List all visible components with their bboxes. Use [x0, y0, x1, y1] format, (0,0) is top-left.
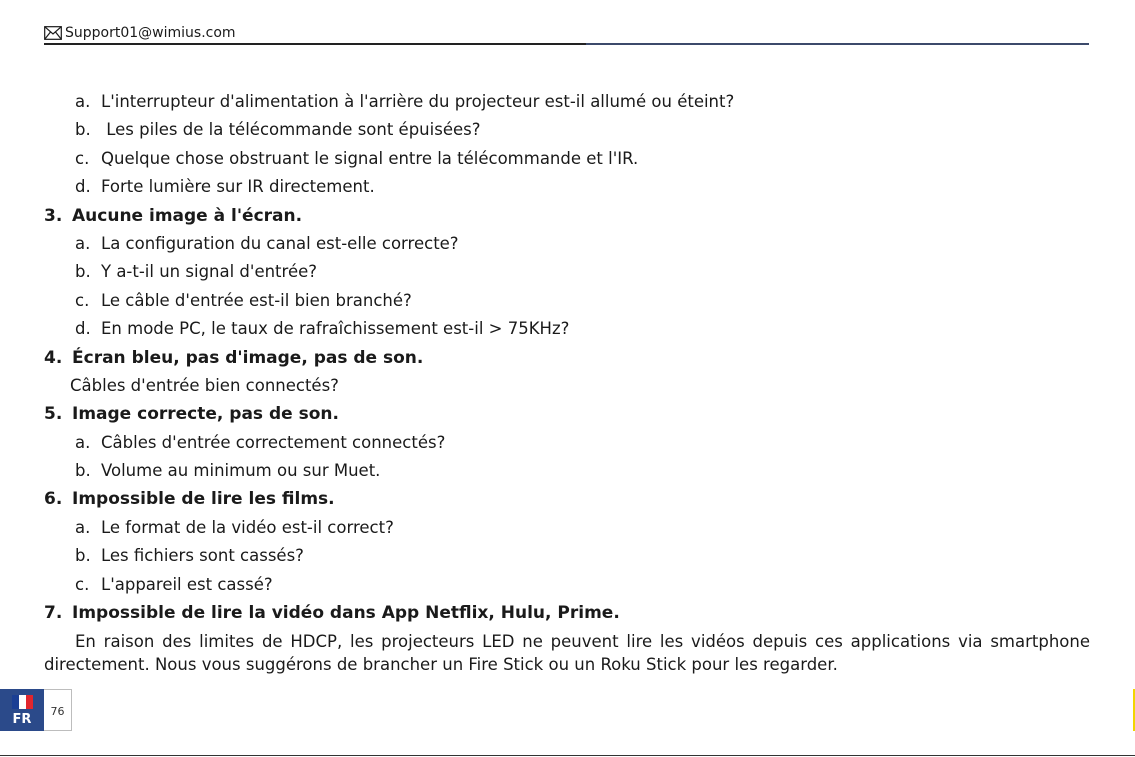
- section-number: 4.: [44, 347, 63, 368]
- section-heading: [44, 202, 1090, 230]
- section-title: Aucune image à l'écran.: [72, 205, 303, 226]
- item-label: d.: [75, 319, 91, 339]
- section-heading: [44, 485, 1090, 513]
- envelope-icon: [44, 26, 62, 40]
- item-label: b.: [75, 120, 91, 140]
- item-text: Le format de la vidéo est-il correct?: [101, 517, 394, 537]
- troubleshooting-list: [44, 88, 1090, 676]
- item-label: b.: [75, 262, 91, 282]
- item-text: Volume au minimum ou sur Muet.: [101, 461, 381, 481]
- section-heading: [44, 400, 1090, 428]
- language-code: FR: [12, 712, 32, 727]
- section-number: 7.: [44, 603, 63, 624]
- list-item: [44, 372, 1090, 400]
- page-header: [44, 24, 1089, 44]
- item-label: c.: [75, 148, 90, 168]
- section-title: Écran bleu, pas d'image, pas de son.: [72, 347, 424, 368]
- section-number: 3.: [44, 205, 63, 226]
- section-title: Impossible de lire les films.: [72, 489, 335, 510]
- item-label: c.: [75, 574, 90, 594]
- list-item: [44, 173, 1090, 201]
- item-label: b.: [75, 546, 91, 566]
- item-text: L'appareil est cassé?: [101, 574, 273, 594]
- item-text: La configuration du canal est-elle correcte?: [101, 233, 459, 253]
- item-text: Le câble d'entrée est-il bien branché?: [101, 290, 412, 310]
- language-badge: [0, 689, 44, 731]
- item-text: Forte lumière sur IR directement.: [101, 177, 375, 197]
- list-item: [44, 287, 1090, 315]
- header-rule-accent: [586, 43, 1089, 45]
- item-text: Y a-t-il un signal d'entrée?: [101, 262, 318, 282]
- item-text: Câbles d'entrée correctement connectés?: [101, 432, 446, 452]
- item-label: d.: [75, 177, 91, 197]
- list-item: [44, 258, 1090, 286]
- footer-rule: [0, 755, 1135, 756]
- item-text: L'interrupteur d'alimentation à l'arrière du projecteur est-il allumé ou éteint?: [101, 92, 735, 111]
- list-item: [44, 88, 1090, 116]
- item-text: Câbles d'entrée bien connectés?: [70, 375, 339, 395]
- page-number-box: [44, 689, 72, 731]
- list-item: [44, 514, 1090, 542]
- hdcp-paragraph: [44, 630, 1090, 676]
- list-item: [44, 429, 1090, 457]
- paragraph-text: En raison des limites de HDCP, les projecteurs LED ne peuvent lire les vidéos depuis ces applications via smartphone directement. Nous vous suggérons de brancher un Fire Stick ou un Roku Stick pour les regarder.: [44, 632, 1090, 675]
- section-number: 5.: [44, 404, 63, 425]
- section-number: 6.: [44, 489, 63, 510]
- item-label: c.: [75, 290, 90, 310]
- item-label: a.: [75, 92, 91, 111]
- page-number: 76: [50, 705, 65, 718]
- item-text: En mode PC, le taux de rafraîchissement est-il > 75KHz?: [101, 319, 570, 339]
- item-text: Quelque chose obstruant le signal entre la télécommande et l'IR.: [101, 148, 639, 168]
- list-item: [44, 230, 1090, 258]
- section-title: Image correcte, pas de son.: [72, 404, 339, 425]
- list-item: [44, 315, 1090, 343]
- section-title: Impossible de lire la vidéo dans App Netflix, Hulu, Prime.: [72, 603, 620, 624]
- section-heading: [44, 599, 1090, 627]
- item-text: Les piles de la télécommande sont épuisées?: [101, 120, 481, 140]
- item-label: a.: [75, 233, 91, 253]
- france-flag-icon: [12, 695, 33, 709]
- section-heading: [44, 344, 1090, 372]
- item-label: a.: [75, 517, 91, 537]
- list-item: [44, 116, 1090, 144]
- item-label: b.: [75, 461, 91, 481]
- list-item: [44, 571, 1090, 599]
- item-text: Les fichiers sont cassés?: [101, 546, 304, 566]
- item-label: a.: [75, 432, 91, 452]
- list-item: [44, 542, 1090, 570]
- list-item: [44, 457, 1090, 485]
- support-email[interactable]: Support01@wimius.com: [65, 25, 236, 41]
- header-rule: [44, 43, 586, 45]
- list-item: [44, 145, 1090, 173]
